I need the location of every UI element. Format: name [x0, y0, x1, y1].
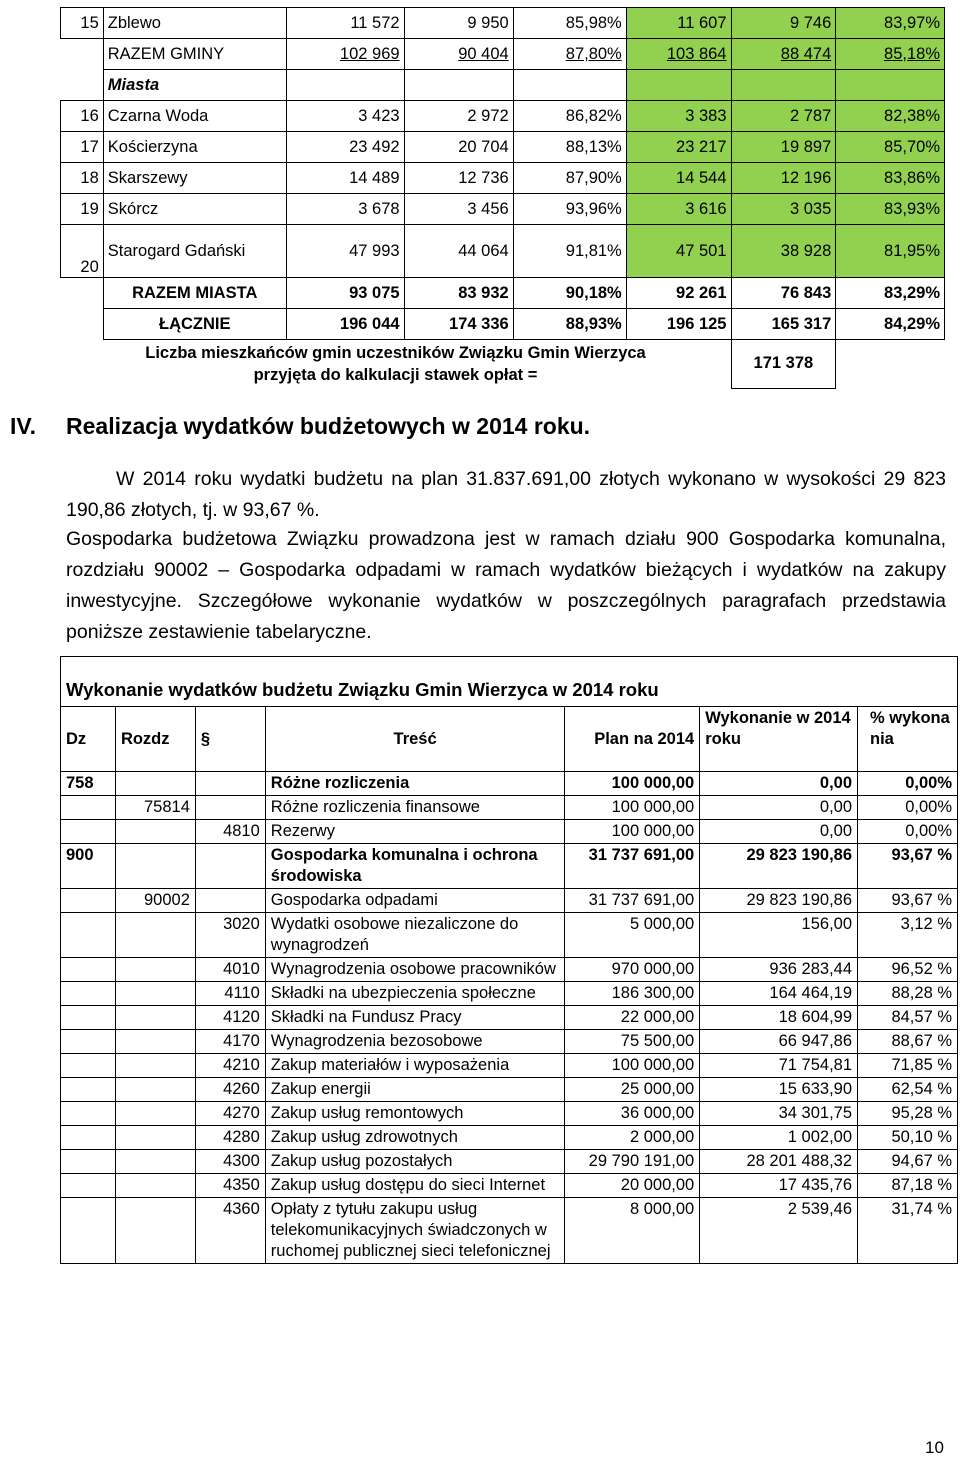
cell-tresc: Gospodarka komunalna i ochrona środowiska — [265, 844, 565, 889]
cell-e — [731, 70, 836, 101]
cell-dz — [61, 982, 116, 1006]
cell-rozdz — [115, 1198, 195, 1264]
cell-wyk: 29 823 190,86 — [700, 844, 858, 889]
cell-d: 196 125 — [626, 309, 731, 340]
cell-b: 9 950 — [404, 8, 513, 39]
cell-dz — [61, 1174, 116, 1198]
cell-e: 76 843 — [731, 278, 836, 309]
cell-a: 93 075 — [286, 278, 404, 309]
cell-c: 85,98% — [513, 8, 626, 39]
cell-f: 84,29% — [836, 309, 945, 340]
cell-rozdz — [115, 844, 195, 889]
cell-plan: 8 000,00 — [565, 1198, 700, 1264]
cell-d: 3 616 — [626, 194, 731, 225]
cell-proc: 31,74 % — [858, 1198, 958, 1264]
exp-row — [61, 772, 958, 796]
cell-par: 3020 — [195, 913, 265, 958]
cell-proc: 88,67 % — [858, 1030, 958, 1054]
cell-par: 4260 — [195, 1078, 265, 1102]
cell-tresc: Zakup usług dostępu do sieci Internet — [265, 1174, 565, 1198]
cell-dz — [61, 1078, 116, 1102]
cell-a: 102 969 — [286, 39, 404, 70]
cell-d: 92 261 — [626, 278, 731, 309]
exp-row — [61, 1102, 958, 1126]
exp-row — [61, 1006, 958, 1030]
cell-wyk: 0,00 — [700, 796, 858, 820]
cell-dz — [61, 820, 116, 844]
cell-wyk: 164 464,19 — [700, 982, 858, 1006]
cell-d: 3 383 — [626, 101, 731, 132]
cell-name: RAZEM MIASTA — [103, 278, 286, 309]
cell-dz — [61, 796, 116, 820]
cell-wyk: 28 201 488,32 — [700, 1150, 858, 1174]
exp-row — [61, 820, 958, 844]
cell-b: 44 064 — [404, 225, 513, 278]
cell-dz: 900 — [61, 844, 116, 889]
cell-par: 4360 — [195, 1198, 265, 1264]
cell-plan: 29 790 191,00 — [565, 1150, 700, 1174]
cell-plan: 31 737 691,00 — [565, 844, 700, 889]
cell-proc: 0,00% — [858, 772, 958, 796]
cell-c: 90,18% — [513, 278, 626, 309]
population-row — [61, 132, 945, 163]
exp-row — [61, 1078, 958, 1102]
footer-empty — [836, 340, 945, 389]
cell-proc: 3,12 % — [858, 913, 958, 958]
cell-name: Miasta — [103, 70, 286, 101]
cell-a: 23 492 — [286, 132, 404, 163]
cell-plan: 970 000,00 — [565, 958, 700, 982]
cell-proc: 88,28 % — [858, 982, 958, 1006]
cell-d: 14 544 — [626, 163, 731, 194]
cell-name: Zblewo — [103, 8, 286, 39]
cell-par — [195, 889, 265, 913]
cell-f: 82,38% — [836, 101, 945, 132]
population-row — [61, 101, 945, 132]
cell-dz — [61, 1150, 116, 1174]
cell-c: 88,93% — [513, 309, 626, 340]
population-row — [61, 225, 945, 278]
exp-row — [61, 958, 958, 982]
cell-tresc: Wynagrodzenia bezosobowe — [265, 1030, 565, 1054]
cell-rozdz — [115, 913, 195, 958]
exp-row — [61, 844, 958, 889]
cell-plan: 100 000,00 — [565, 796, 700, 820]
cell-par: 4170 — [195, 1030, 265, 1054]
cell-name: Skórcz — [103, 194, 286, 225]
cell-f: 83,29% — [836, 278, 945, 309]
exp-table-title: Wykonanie wydatków budżetu Związku Gmin Wierzyca w 2014 roku — [61, 657, 958, 707]
cell-proc: 96,52 % — [858, 958, 958, 982]
cell-b: 174 336 — [404, 309, 513, 340]
cell-plan: 5 000,00 — [565, 913, 700, 958]
exp-row — [61, 889, 958, 913]
exp-row — [61, 982, 958, 1006]
cell-a: 11 572 — [286, 8, 404, 39]
exp-row — [61, 913, 958, 958]
cell-nr — [61, 278, 104, 309]
cell-wyk: 34 301,75 — [700, 1102, 858, 1126]
cell-par: 4110 — [195, 982, 265, 1006]
cell-plan: 100 000,00 — [565, 772, 700, 796]
exp-title-row — [61, 657, 958, 707]
cell-rozdz — [115, 1126, 195, 1150]
cell-dz — [61, 1054, 116, 1078]
cell-name: Starogard Gdański — [103, 225, 286, 278]
cell-c: 86,82% — [513, 101, 626, 132]
cell-wyk: 17 435,76 — [700, 1174, 858, 1198]
cell-e: 165 317 — [731, 309, 836, 340]
cell-par — [195, 772, 265, 796]
cell-dz — [61, 1006, 116, 1030]
cell-e: 12 196 — [731, 163, 836, 194]
cell-proc: 0,00% — [858, 820, 958, 844]
cell-f: 83,97% — [836, 8, 945, 39]
cell-d: 47 501 — [626, 225, 731, 278]
cell-tresc: Różne rozliczenia finansowe — [265, 796, 565, 820]
cell-dz: 758 — [61, 772, 116, 796]
cell-tresc: Zakup energii — [265, 1078, 565, 1102]
header-rozdz: Rozdz — [115, 707, 195, 772]
cell-wyk: 66 947,86 — [700, 1030, 858, 1054]
cell-plan: 22 000,00 — [565, 1006, 700, 1030]
cell-nr — [61, 70, 104, 101]
cell-wyk: 29 823 190,86 — [700, 889, 858, 913]
cell-proc: 93,67 % — [858, 844, 958, 889]
cell-proc: 93,67 % — [858, 889, 958, 913]
cell-d: 11 607 — [626, 8, 731, 39]
footer-label-line-2: przyjęta do kalkulacji stawek opłat = — [253, 366, 538, 384]
cell-e: 19 897 — [731, 132, 836, 163]
population-row — [61, 194, 945, 225]
cell-tresc: Składki na ubezpieczenia społeczne — [265, 982, 565, 1006]
cell-dz — [61, 958, 116, 982]
cell-rozdz: 90002 — [115, 889, 195, 913]
cell-b: 83 932 — [404, 278, 513, 309]
cell-proc: 62,54 % — [858, 1078, 958, 1102]
cell-a: 47 993 — [286, 225, 404, 278]
cell-wyk: 0,00 — [700, 772, 858, 796]
cell-nr: 19 — [61, 194, 104, 225]
cell-tresc: Opłaty z tytułu zakupu usług telekomunikacyjnych świadczonych w ruchomej publicznej sieci telefonicznej — [265, 1198, 565, 1264]
cell-plan: 20 000,00 — [565, 1174, 700, 1198]
cell-a: 196 044 — [286, 309, 404, 340]
cell-rozdz — [115, 772, 195, 796]
cell-tresc: Wydatki osobowe niezaliczone do wynagrodzeń — [265, 913, 565, 958]
cell-c: 88,13% — [513, 132, 626, 163]
cell-c — [513, 70, 626, 101]
cell-wyk: 936 283,44 — [700, 958, 858, 982]
cell-e: 3 035 — [731, 194, 836, 225]
population-row — [61, 70, 945, 101]
cell-f: 83,93% — [836, 194, 945, 225]
cell-rozdz — [115, 1054, 195, 1078]
cell-nr: 15 — [61, 8, 104, 39]
cell-rozdz: 75814 — [115, 796, 195, 820]
cell-plan: 2 000,00 — [565, 1126, 700, 1150]
cell-tresc: Zakup usług pozostałych — [265, 1150, 565, 1174]
footer-label-line-1: Liczba mieszkańców gmin uczestników Związku Gmin Wierzyca — [145, 344, 646, 362]
cell-tresc: Wynagrodzenia osobowe pracowników — [265, 958, 565, 982]
cell-par: 4120 — [195, 1006, 265, 1030]
cell-par: 4300 — [195, 1150, 265, 1174]
cell-plan: 100 000,00 — [565, 1054, 700, 1078]
cell-wyk: 156,00 — [700, 913, 858, 958]
cell-c: 87,80% — [513, 39, 626, 70]
exp-row — [61, 1054, 958, 1078]
cell-dz — [61, 1198, 116, 1264]
cell-b — [404, 70, 513, 101]
cell-proc: 50,10 % — [858, 1126, 958, 1150]
population-footer — [61, 340, 945, 389]
cell-plan: 186 300,00 — [565, 982, 700, 1006]
cell-a — [286, 70, 404, 101]
population-row — [61, 163, 945, 194]
cell-b: 12 736 — [404, 163, 513, 194]
cell-proc: 84,57 % — [858, 1006, 958, 1030]
cell-wyk: 71 754,81 — [700, 1054, 858, 1078]
header-par: § — [195, 707, 265, 772]
cell-c: 93,96% — [513, 194, 626, 225]
cell-a: 3 423 — [286, 101, 404, 132]
exp-row — [61, 1150, 958, 1174]
cell-c: 87,90% — [513, 163, 626, 194]
cell-par: 4010 — [195, 958, 265, 982]
cell-proc: 95,28 % — [858, 1102, 958, 1126]
cell-d — [626, 70, 731, 101]
cell-tresc: Zakup materiałów i wyposażenia — [265, 1054, 565, 1078]
cell-name: Kościerzyna — [103, 132, 286, 163]
cell-par: 4210 — [195, 1054, 265, 1078]
header-plan: Plan na 2014 — [565, 707, 700, 772]
cell-d: 23 217 — [626, 132, 731, 163]
paragraph-description: Gospodarka budżetowa Związku prowadzona jest w ramach działu 900 Gospodarka komunalna, rozdziału 90002 – Gospodarka odpadami w ramach wydatków bieżących i wydatków na zakupy inwestycyjne. Szczegółowe wykonanie wydatków w poszczególnych paragrafach przedstawia poniższe zestawienie tabelaryczne. — [66, 528, 946, 643]
cell-e: 88 474 — [731, 39, 836, 70]
cell-d: 103 864 — [626, 39, 731, 70]
exp-row — [61, 1126, 958, 1150]
cell-tresc: Różne rozliczenia — [265, 772, 565, 796]
population-table — [60, 7, 945, 389]
cell-e: 38 928 — [731, 225, 836, 278]
cell-f: 81,95% — [836, 225, 945, 278]
cell-name: Skarszewy — [103, 163, 286, 194]
cell-plan: 31 737 691,00 — [565, 889, 700, 913]
cell-nr: 16 — [61, 101, 104, 132]
cell-plan: 36 000,00 — [565, 1102, 700, 1126]
cell-nr — [61, 309, 104, 340]
cell-nr: 17 — [61, 132, 104, 163]
cell-proc: 87,18 % — [858, 1174, 958, 1198]
cell-dz — [61, 1030, 116, 1054]
cell-tresc: Zakup usług remontowych — [265, 1102, 565, 1126]
page-number: 10 — [925, 1438, 944, 1457]
cell-par: 4810 — [195, 820, 265, 844]
cell-plan: 25 000,00 — [565, 1078, 700, 1102]
cell-nr: 20 — [61, 225, 104, 278]
cell-rozdz — [115, 1006, 195, 1030]
cell-proc: 94,67 % — [858, 1150, 958, 1174]
section-number: IV. — [10, 413, 37, 439]
cell-proc: 0,00% — [858, 796, 958, 820]
cell-proc: 71,85 % — [858, 1054, 958, 1078]
population-row — [61, 39, 945, 70]
paragraph-summary: W 2014 roku wydatki budżetu na plan 31.837.691,00 złotych wykonano w wysokości 29 823 190,86 złotych, tj. w 93,67 %. — [66, 468, 946, 521]
population-row — [61, 309, 945, 340]
cell-tresc: Zakup usług zdrowotnych — [265, 1126, 565, 1150]
cell-e: 2 787 — [731, 101, 836, 132]
cell-a: 14 489 — [286, 163, 404, 194]
cell-wyk: 15 633,90 — [700, 1078, 858, 1102]
cell-name: Czarna Woda — [103, 101, 286, 132]
cell-dz — [61, 1102, 116, 1126]
expenditure-table — [60, 656, 958, 1264]
cell-plan: 100 000,00 — [565, 820, 700, 844]
cell-e: 9 746 — [731, 8, 836, 39]
cell-name: RAZEM GMINY — [103, 39, 286, 70]
cell-dz — [61, 913, 116, 958]
header-tresc: Treść — [265, 707, 565, 772]
cell-f: 85,18% — [836, 39, 945, 70]
footer-label — [61, 340, 732, 389]
cell-par: 4280 — [195, 1126, 265, 1150]
cell-rozdz — [115, 1030, 195, 1054]
cell-b: 2 972 — [404, 101, 513, 132]
cell-dz — [61, 1126, 116, 1150]
header-dz: Dz — [61, 707, 116, 772]
cell-rozdz — [115, 982, 195, 1006]
cell-b: 3 456 — [404, 194, 513, 225]
cell-rozdz — [115, 1150, 195, 1174]
population-row — [61, 278, 945, 309]
cell-b: 20 704 — [404, 132, 513, 163]
cell-par — [195, 844, 265, 889]
cell-wyk: 2 539,46 — [700, 1198, 858, 1264]
cell-rozdz — [115, 1174, 195, 1198]
cell-b: 90 404 — [404, 39, 513, 70]
cell-rozdz — [115, 820, 195, 844]
cell-nr: 18 — [61, 163, 104, 194]
cell-par: 4350 — [195, 1174, 265, 1198]
section-title: Realizacja wydatków budżetowych w 2014 roku. — [66, 413, 591, 439]
cell-f — [836, 70, 945, 101]
cell-rozdz — [115, 1102, 195, 1126]
cell-par — [195, 796, 265, 820]
cell-wyk: 0,00 — [700, 820, 858, 844]
cell-wyk: 18 604,99 — [700, 1006, 858, 1030]
cell-tresc: Rezerwy — [265, 820, 565, 844]
cell-par: 4270 — [195, 1102, 265, 1126]
cell-c: 91,81% — [513, 225, 626, 278]
cell-a: 3 678 — [286, 194, 404, 225]
cell-wyk: 1 002,00 — [700, 1126, 858, 1150]
cell-tresc: Składki na Fundusz Pracy — [265, 1006, 565, 1030]
cell-dz — [61, 889, 116, 913]
exp-row — [61, 1198, 958, 1264]
header-proc: % wykona nia — [858, 707, 958, 772]
cell-tresc: Gospodarka odpadami — [265, 889, 565, 913]
cell-f: 83,86% — [836, 163, 945, 194]
header-wyk: Wykonanie w 2014 roku — [700, 707, 858, 772]
cell-plan: 75 500,00 — [565, 1030, 700, 1054]
cell-name: ŁĄCZNIE — [103, 309, 286, 340]
exp-header-row — [61, 707, 958, 772]
cell-f: 85,70% — [836, 132, 945, 163]
population-row — [61, 8, 945, 39]
footer-value: 171 378 — [731, 340, 836, 389]
exp-row — [61, 796, 958, 820]
cell-nr — [61, 39, 104, 70]
cell-rozdz — [115, 1078, 195, 1102]
exp-row — [61, 1030, 958, 1054]
cell-rozdz — [115, 958, 195, 982]
exp-row — [61, 1174, 958, 1198]
